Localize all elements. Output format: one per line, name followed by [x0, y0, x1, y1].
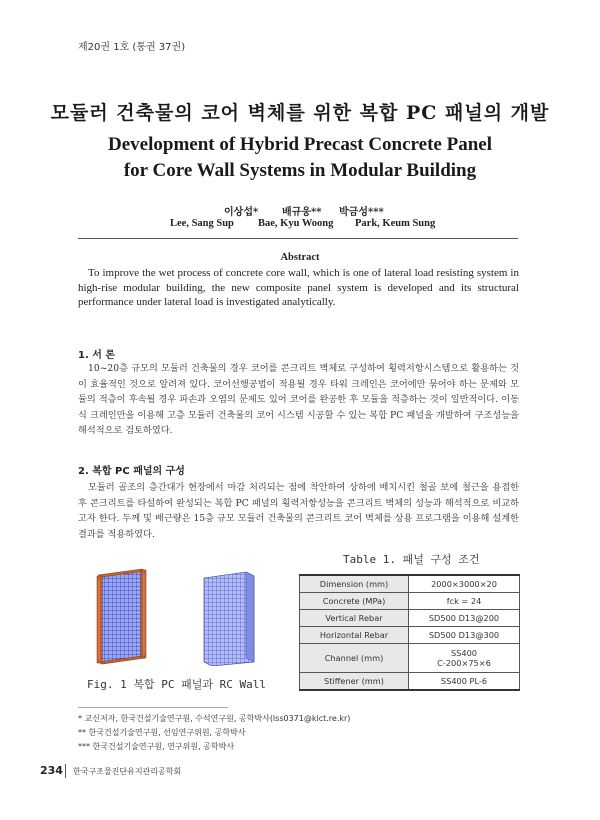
abstract-text: To improve the wet process of concrete core wall, which is one of lateral load resisting system in high-rise modular building, the new composite panel system is developed and its structural performance under lateral load is investigated analytically. [78, 267, 519, 308]
table-cell-value-line2: C-200×75×6 [437, 658, 491, 668]
footnote-divider [78, 707, 228, 708]
table-caption: Table 1. 패널 구성 조건 [343, 553, 480, 566]
table-row [300, 644, 520, 673]
table-cell-value: SS400 PL-6 [409, 673, 520, 691]
table-cell-key: Channel (mm) [300, 644, 409, 673]
table-row [300, 575, 520, 593]
table-row [300, 593, 520, 610]
society-name: 한국구조물진단유지관리공학회 [73, 767, 182, 776]
table-cell-value: fck = 24 [409, 593, 520, 610]
table-row [300, 673, 520, 691]
table-row [300, 610, 520, 627]
section-1-text: 10~20층 규모의 모듈러 건축물의 경우 코어를 콘크리트 벽체로 구성하여 횡력저항시스템으로 활용하는 것이 효율적인 것으로 알려져 있다. 코어선행공법이 적용될 경우 타워 크레인은 코어에만 묶어야 하는 문제와 모듈의 적층이 후속될 경우 파손과 오염의 문제도 있어 코어를 완공한 후 모듈을 적층하는 것이 일반적이다. 이동식 크레인만을 이용해 고층 모듈러 건축물의 코어 시스템 시공할 수 있는 복합 PC 패널을 개발하여 구조성능을 해석적으로 검토하였다. [78, 363, 519, 436]
table-cell-key: Stiffener (mm) [300, 673, 409, 691]
table-cell-key: Dimension (mm) [300, 575, 409, 593]
table-cell-value-line1: SS400 [450, 648, 478, 658]
footnote-2: ** 한국건설기술연구원, 선임연구위원, 공학박사 [78, 728, 246, 737]
table-cell-value: 2000×3000×20 [409, 575, 520, 593]
figure-caption: Fig. 1 복합 PC 패널과 RC Wall [87, 678, 266, 691]
author-ko-1: 이상섭* [224, 207, 259, 218]
page-number: 234 [40, 764, 63, 777]
header-divider [78, 238, 518, 239]
author-en-3: Park, Keum Sung [355, 218, 436, 229]
author-ko-3: 박금성*** [339, 207, 384, 218]
hybrid-pc-panel-drawing [97, 569, 146, 664]
table-cell-value [409, 644, 520, 673]
journal-volume-header: 제20권 1호 (통권 37권) [78, 42, 186, 53]
table-cell-key: Horizontal Rebar [300, 627, 409, 644]
panel-conditions-table [299, 574, 520, 691]
table-cell-key: Vertical Rebar [300, 610, 409, 627]
abstract-heading: Abstract [280, 252, 320, 263]
footnote-1: * 교신저자, 한국건설기술연구원, 수석연구원, 공학박사(lss0371@kict.re.kr) [78, 714, 351, 723]
footnote-3: *** 한국건설기술연구원, 연구위원, 공학박사 [78, 742, 235, 751]
table-row [300, 627, 520, 644]
title-english-line1: Development of Hybrid Precast Concrete Panel [108, 134, 492, 155]
table-cell-value: SD500 D13@200 [409, 610, 520, 627]
footer-divider [65, 764, 66, 778]
author-ko-2: 배규웅** [282, 207, 322, 218]
rc-wall-drawing [204, 572, 254, 666]
author-en-1: Lee, Sang Sup [170, 218, 234, 229]
title-english-line2: for Core Wall Systems in Modular Building [123, 160, 477, 181]
section-1-heading: 1. 서 론 [78, 350, 116, 361]
figure-panel-drawings [84, 566, 280, 666]
table-cell-key: Concrete (MPa) [300, 593, 409, 610]
title-korean: 모듈러 건축물의 코어 벽체를 위한 복합 PC 패널의 개발 [50, 102, 550, 124]
section-2-heading: 2. 복합 PC 패널의 구성 [78, 466, 185, 477]
table-cell-value: SD500 D13@300 [409, 627, 520, 644]
author-en-2: Bae, Kyu Woong [258, 218, 334, 229]
section-2-text: 모듈러 골조의 층간대가 현장에서 마감 처리되는 점에 착안하여 상하에 배치시킨 철골 보에 철근을 용접한 후 콘크리트를 타설하여 완성되는 복합 PC 패널의 횡력저항성능을 콘크리트 벽체의 성능과 해석적으로 비교하고자 한다. 두께 및 배근량은 15층 규모 모듈러 건축물의 콘크리트 코어 벽체를 상용 프로그램을 이용해 설계한 결과를 적용하였다. [78, 482, 519, 540]
